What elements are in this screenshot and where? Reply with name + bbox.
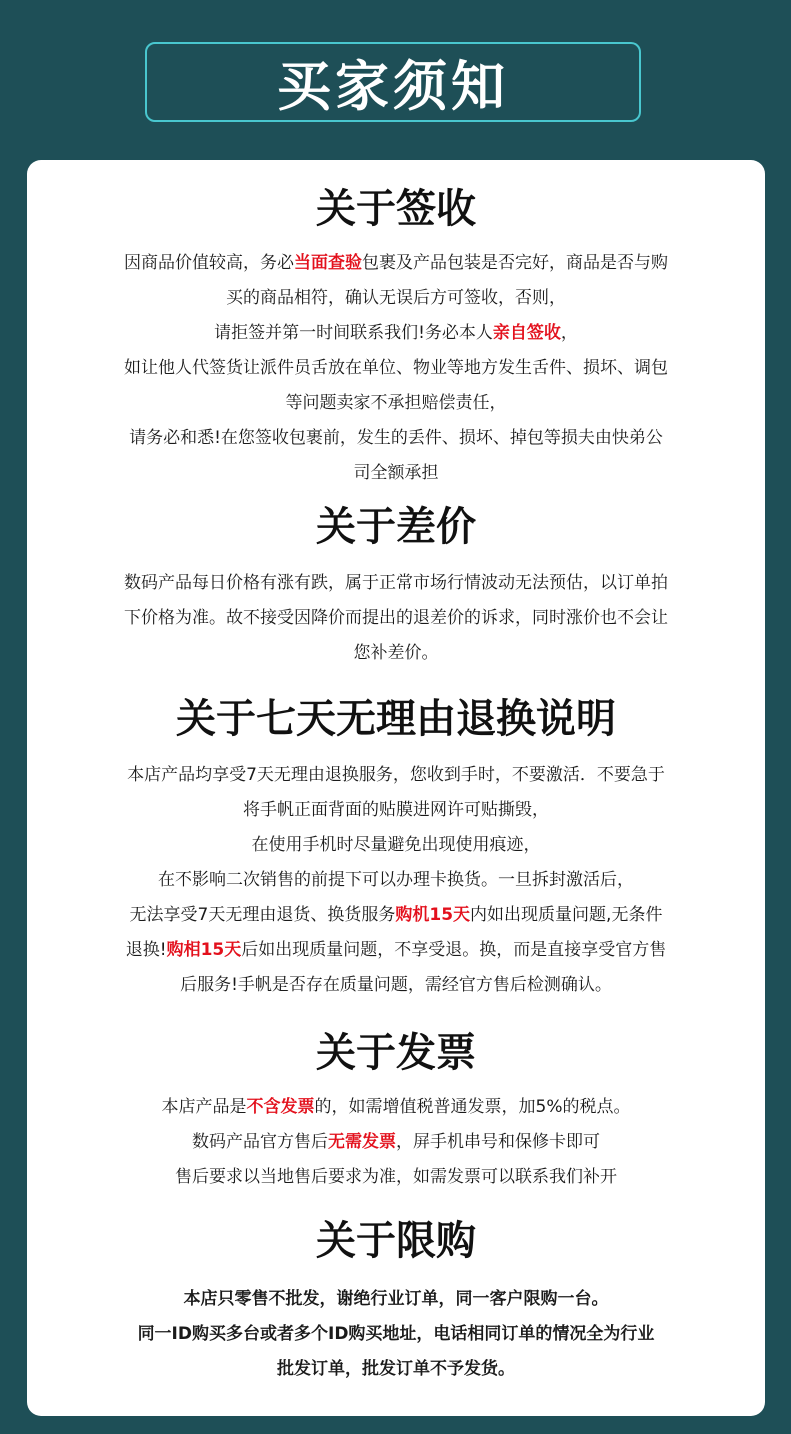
section-title: 关于七天无理由退换说明 bbox=[176, 696, 616, 742]
highlight-text: 购机15天 bbox=[395, 905, 471, 925]
highlight-text: 无需发票 bbox=[328, 1132, 396, 1152]
body-text: 内如出现质量问题,无条件 bbox=[470, 905, 663, 925]
body-text: ，屏手机串号和保修卡即可 bbox=[396, 1132, 600, 1152]
body-text: 后如出现质量问题，不享受退。换，而是直接享受官方售 bbox=[241, 940, 667, 960]
body-text: 本店产品是 bbox=[161, 1097, 247, 1117]
body-line bbox=[27, 421, 765, 456]
body-text: 您补差价。 bbox=[353, 643, 439, 663]
body-text: 售后要求以当地售后要求为准，如需发票可以联系我们补开 bbox=[175, 1167, 617, 1187]
body-text: 在使用手机时尽量避免出现使用痕迹， bbox=[251, 835, 541, 855]
body-text: 本店产品均享受7天无理由退换服务，您收到手时，不要激活．不要急于 bbox=[127, 765, 665, 785]
body-text: 后服务!手帆是否存在质量问题，需经官方售后检测确认。 bbox=[180, 975, 612, 995]
body-text: 批发订单，批发订单不予发货。 bbox=[277, 1359, 515, 1379]
body-text: 本店只零售不批发，谢绝行业订单，同一客户限购一台。 bbox=[183, 1289, 609, 1309]
body-line bbox=[27, 1090, 765, 1125]
page-title: 买家须知 bbox=[277, 54, 509, 118]
section-title: 关于签收 bbox=[316, 186, 476, 232]
body-line bbox=[27, 386, 765, 421]
body-line bbox=[27, 933, 765, 968]
body-text: 请务必和悉!在您签收包裹前，发生的丢件、损坏、掉包等损夫由快弟公 bbox=[129, 428, 663, 448]
body-line bbox=[27, 636, 765, 671]
highlight-text: 当面查验 bbox=[294, 253, 362, 273]
body-text: 将手帆正面背面的贴膜进网许可贴撕毁， bbox=[243, 800, 549, 820]
body-text: 同一ID购买多台或者多个ID购买地址，电话相同订单的情况全为行业 bbox=[137, 1324, 655, 1344]
body-text: 请拒签并第一时间联系我们!务必本人 bbox=[214, 323, 493, 343]
highlight-text: 购相15天 bbox=[166, 940, 242, 960]
section-body bbox=[27, 246, 765, 491]
body-line bbox=[27, 1317, 765, 1352]
body-line bbox=[27, 1160, 765, 1195]
highlight-text: 亲自签收 bbox=[492, 323, 561, 343]
body-line bbox=[27, 758, 765, 793]
body-line bbox=[27, 828, 765, 863]
title-banner bbox=[145, 42, 641, 122]
body-line bbox=[27, 246, 765, 281]
body-text: ， bbox=[560, 323, 578, 343]
section-title: 关于限购 bbox=[316, 1218, 476, 1264]
body-text: 在不影响二次销售的前提下可以办理卡换货。一旦拆封激活后， bbox=[158, 870, 634, 890]
section-body bbox=[27, 566, 765, 671]
highlight-text: 不含发票 bbox=[246, 1097, 315, 1117]
body-line bbox=[27, 898, 765, 933]
body-text: 无法享受7天无理由退货、换货服务 bbox=[129, 905, 396, 925]
body-text: 的，如需增值税普通发票，加5%的税点。 bbox=[314, 1097, 631, 1117]
body-line bbox=[27, 351, 765, 386]
body-text: 数码产品官方售后 bbox=[192, 1132, 328, 1152]
section-body bbox=[27, 1282, 765, 1387]
section-signing bbox=[27, 182, 765, 491]
section-title: 关于发票 bbox=[316, 1030, 476, 1076]
body-line bbox=[27, 1352, 765, 1387]
body-line bbox=[27, 316, 765, 351]
notice-card bbox=[27, 160, 765, 1416]
section-purchase-limit bbox=[27, 1214, 765, 1387]
section-returns bbox=[27, 692, 765, 1003]
section-invoice bbox=[27, 1026, 765, 1195]
section-body bbox=[27, 758, 765, 1003]
body-line bbox=[27, 566, 765, 601]
body-text: 退换! bbox=[125, 940, 167, 960]
body-line bbox=[27, 793, 765, 828]
body-text: 买的商品相符，确认无误后方可签收，否则， bbox=[226, 288, 566, 308]
body-text: 等问题卖家不承担赔偿责任， bbox=[285, 393, 507, 413]
body-line bbox=[27, 1282, 765, 1317]
section-price-difference bbox=[27, 500, 765, 671]
body-line bbox=[27, 863, 765, 898]
body-line bbox=[27, 456, 765, 491]
body-text: 包裹及产品包装是否完好，商品是否与购 bbox=[362, 253, 668, 273]
body-line bbox=[27, 1125, 765, 1160]
body-text: 司全额承担 bbox=[353, 463, 439, 483]
section-title: 关于差价 bbox=[316, 504, 476, 550]
body-line bbox=[27, 968, 765, 1003]
body-text: 数码产品每日价格有涨有跌，属于正常市场行情波动无法预估，以订单拍 bbox=[124, 573, 668, 593]
body-text: 因商品价值较高，务必 bbox=[124, 253, 294, 273]
body-text: 如让他人代签货让派件员舌放在单位、物业等地方发生舌件、损坏、调包 bbox=[124, 358, 668, 378]
body-text: 下价格为准。故不接受因降价而提出的退差价的诉求，同时涨价也不会让 bbox=[124, 608, 668, 628]
section-body bbox=[27, 1090, 765, 1195]
body-line bbox=[27, 601, 765, 636]
body-line bbox=[27, 281, 765, 316]
